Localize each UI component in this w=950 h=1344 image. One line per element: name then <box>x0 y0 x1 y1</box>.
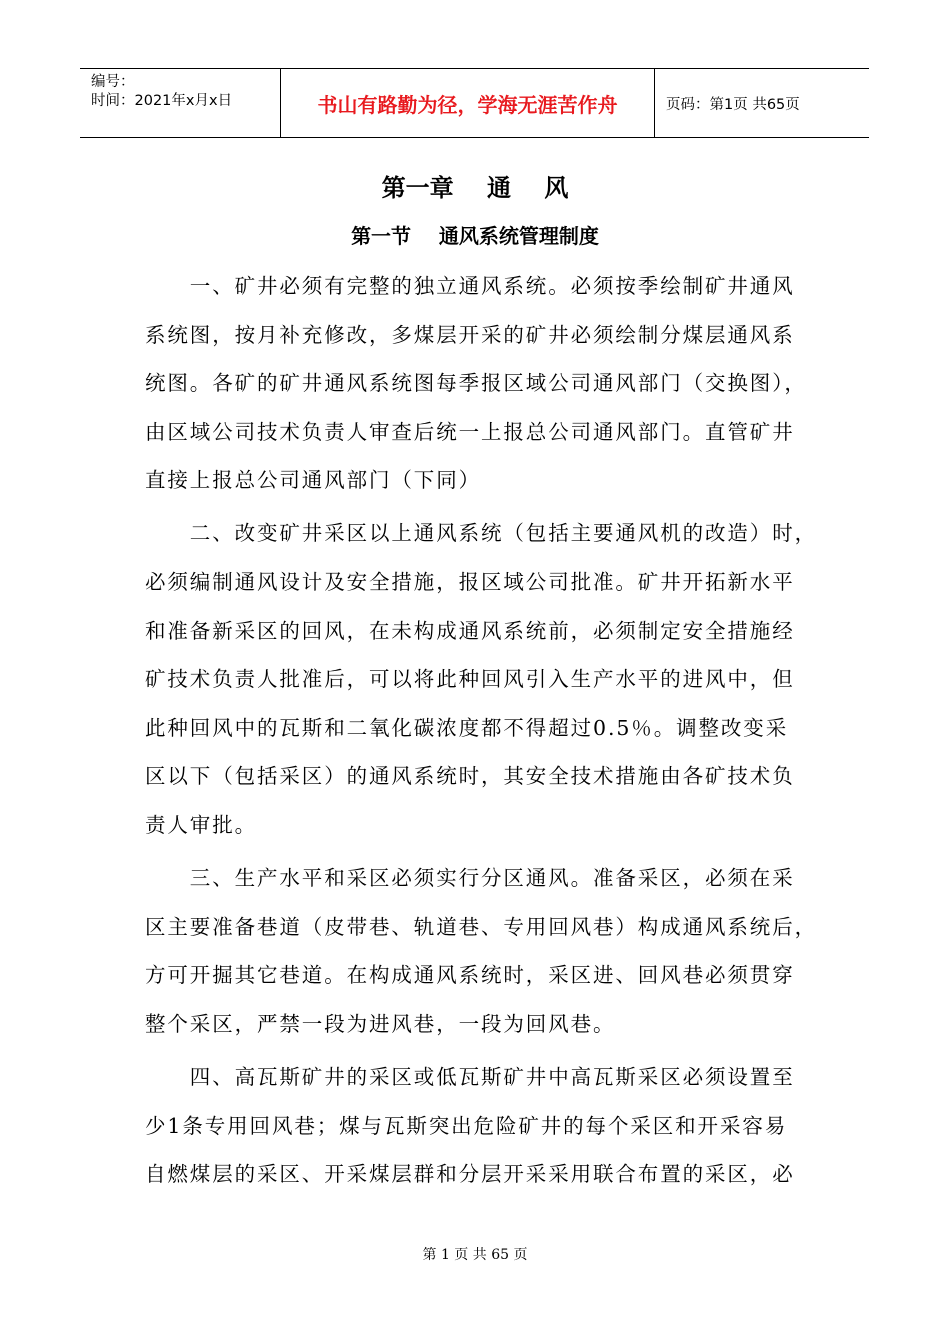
text-line: 责人审批。 <box>145 813 257 838</box>
page-info: 页码：第1页 共65页 <box>666 96 800 113</box>
text-line: 二、改变矿井采区以上通风系统（包括主要通风机的改造）时， <box>145 521 817 546</box>
number-label: 编号： <box>91 74 135 90</box>
text-line: 少1条专用回风巷；煤与瓦斯突出危险矿井的每个采区和开采容易 <box>145 1113 788 1138</box>
text-line: 系统图，按月补充修改，多煤层开采的矿井必须绘制分煤层通风系 <box>145 322 795 347</box>
header-meta-cell <box>80 69 281 137</box>
text-line: 矿技术负责人批准后，可以将此种回风引入生产水平的进风中，但 <box>145 667 795 692</box>
text-line: 方可开掘其它巷道。在构成通风系统时，采区进、回风巷必须贯穿 <box>145 963 795 988</box>
text-line: 此种回风中的瓦斯和二氧化碳浓度都不得超过0.5％。调整改变采 <box>145 715 789 740</box>
text-line: 区主要准备巷道（皮带巷、轨道巷、专用回风巷）构成通风系统后， <box>145 914 817 939</box>
time-label: 时间：2021年x月x日 <box>91 93 233 109</box>
text-line: 四、高瓦斯矿井的采区或低瓦斯矿井中高瓦斯采区必须设置至 <box>145 1065 795 1089</box>
text-line: 一、矿井必须有完整的独立通风系统。必须按季绘制矿井通风 <box>145 274 795 298</box>
page-footer: 第 1 页 共 65 页 <box>422 1247 528 1263</box>
chapter-title: 第一章 通 风 <box>381 174 569 202</box>
paragraph <box>145 854 817 1048</box>
text-line: 和准备新采区的回风，在未构成通风系统前，必须制定安全措施经 <box>145 618 795 643</box>
header-motto-cell <box>281 69 655 137</box>
paragraph <box>145 262 805 505</box>
text-line: 统图。各矿的矿井通风系统图每季报区域公司通风部门（交换图）， <box>145 371 807 396</box>
text-line: 区以下（包括采区）的通风系统时，其安全技术措施由各矿技术负 <box>145 764 795 789</box>
document-header <box>80 68 869 138</box>
text-line: 直接上报总公司通风部门（下同） <box>145 468 481 493</box>
paragraph <box>145 1053 805 1199</box>
text-line: 自燃煤层的采区、开采煤层群和分层开采采用联合布置的采区，必 <box>145 1162 795 1187</box>
motto-text: 书山有路勤为径，学海无涯苦作舟 <box>317 92 618 117</box>
body-text <box>145 262 817 1199</box>
paragraph <box>145 509 817 849</box>
text-line: 由区域公司技术负责人审查后统一上报总公司通风部门。直管矿井 <box>145 419 795 444</box>
text-line: 三、生产水平和采区必须实行分区通风。准备采区，必须在采 <box>145 866 795 891</box>
header-page-cell <box>655 69 869 137</box>
section-title: 第一节 通风系统管理制度 <box>351 224 599 248</box>
text-line: 必须编制通风设计及安全措施，报区域公司批准。矿井开拓新水平 <box>145 570 795 595</box>
text-line: 整个采区，严禁一段为进风巷，一段为回风巷。 <box>145 1011 616 1036</box>
